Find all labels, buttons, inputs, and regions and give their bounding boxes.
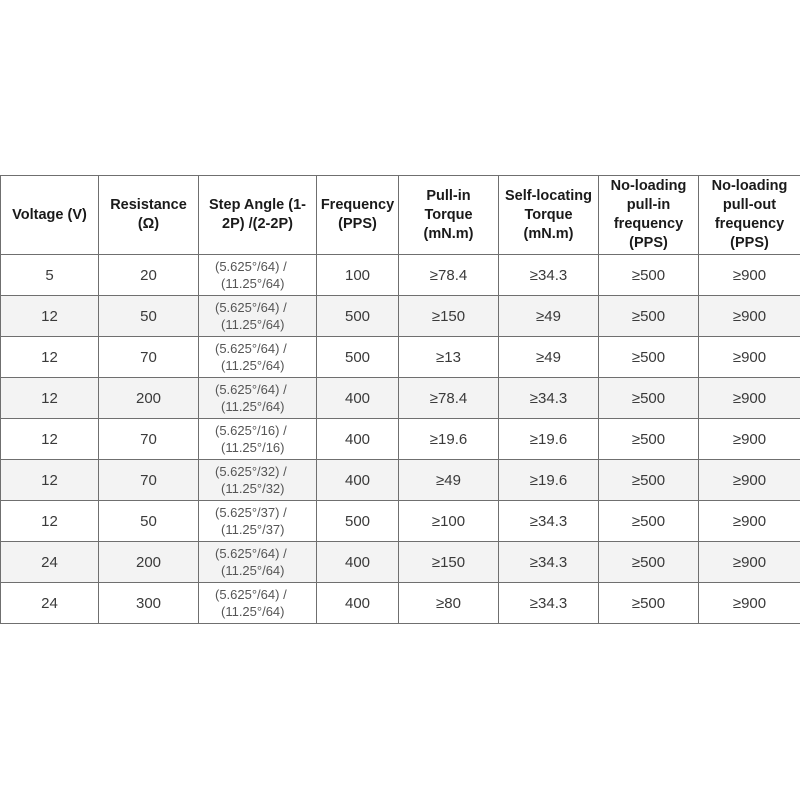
cell-step-angle — [199, 296, 317, 337]
cell-pull-in-frequency: ≥500 — [599, 296, 699, 337]
cell-pull-in-torque: ≥78.4 — [399, 255, 499, 296]
cell-self-locating-torque: ≥49 — [499, 296, 599, 337]
cell-step-angle — [199, 337, 317, 378]
cell-pull-out-frequency: ≥900 — [699, 501, 800, 542]
cell-pull-in-frequency: ≥500 — [599, 542, 699, 583]
cell-resistance: 50 — [99, 296, 199, 337]
header-pull-in-torque: Pull-in Torque (mN.m) — [399, 176, 499, 255]
step-angle-line-1: (5.625°/64) / — [215, 300, 287, 315]
cell-step-angle — [199, 255, 317, 296]
header-resistance: Resistance (Ω) — [99, 176, 199, 255]
step-angle-line-2: (11.25°/64) — [221, 563, 285, 578]
header-no-loading-pull-in-frequency: No-loading pull-in frequency (PPS) — [599, 176, 699, 255]
step-angle-line-2: (11.25°/64) — [221, 358, 285, 373]
cell-pull-out-frequency: ≥900 — [699, 583, 800, 624]
table-body — [1, 255, 800, 624]
cell-step-angle — [199, 378, 317, 419]
cell-pull-in-torque: ≥150 — [399, 542, 499, 583]
cell-pull-in-frequency: ≥500 — [599, 378, 699, 419]
cell-self-locating-torque: ≥49 — [499, 337, 599, 378]
cell-voltage: 12 — [1, 296, 99, 337]
step-angle-line-1: (5.625°/64) / — [215, 546, 287, 561]
cell-resistance: 70 — [99, 460, 199, 501]
header-row — [1, 176, 800, 255]
cell-pull-in-torque: ≥13 — [399, 337, 499, 378]
table-row — [1, 583, 800, 624]
cell-pull-in-frequency: ≥500 — [599, 255, 699, 296]
cell-pull-in-frequency: ≥500 — [599, 337, 699, 378]
table-row — [1, 501, 800, 542]
cell-pull-in-torque: ≥49 — [399, 460, 499, 501]
step-angle-line-1: (5.625°/64) / — [215, 382, 287, 397]
cell-resistance: 20 — [99, 255, 199, 296]
step-angle-line-2: (11.25°/37) — [221, 522, 285, 537]
step-angle-line-1: (5.625°/32) / — [215, 464, 287, 479]
cell-voltage: 12 — [1, 337, 99, 378]
table-row — [1, 255, 800, 296]
step-angle-line-2: (11.25°/64) — [221, 604, 285, 619]
cell-voltage: 24 — [1, 542, 99, 583]
cell-pull-in-frequency: ≥500 — [599, 583, 699, 624]
cell-frequency: 400 — [317, 460, 399, 501]
cell-resistance: 50 — [99, 501, 199, 542]
cell-resistance: 200 — [99, 542, 199, 583]
cell-pull-out-frequency: ≥900 — [699, 255, 800, 296]
table-row — [1, 460, 800, 501]
table-row — [1, 419, 800, 460]
cell-frequency: 400 — [317, 583, 399, 624]
step-angle-line-1: (5.625°/64) / — [215, 341, 287, 356]
cell-voltage: 12 — [1, 378, 99, 419]
header-self-locating-torque: Self-locating Torque (mN.m) — [499, 176, 599, 255]
header-frequency: Frequency (PPS) — [317, 176, 399, 255]
cell-pull-in-torque: ≥150 — [399, 296, 499, 337]
cell-frequency: 100 — [317, 255, 399, 296]
cell-step-angle — [199, 583, 317, 624]
step-angle-line-2: (11.25°/64) — [221, 276, 285, 291]
cell-voltage: 12 — [1, 501, 99, 542]
cell-pull-out-frequency: ≥900 — [699, 542, 800, 583]
step-angle-line-2: (11.25°/16) — [221, 440, 285, 455]
cell-self-locating-torque: ≥34.3 — [499, 255, 599, 296]
cell-step-angle — [199, 501, 317, 542]
cell-resistance: 70 — [99, 337, 199, 378]
cell-pull-out-frequency: ≥900 — [699, 337, 800, 378]
cell-voltage: 24 — [1, 583, 99, 624]
cell-self-locating-torque: ≥34.3 — [499, 583, 599, 624]
motor-spec-table — [0, 175, 800, 624]
step-angle-line-1: (5.625°/64) / — [215, 587, 287, 602]
cell-voltage: 5 — [1, 255, 99, 296]
cell-step-angle — [199, 419, 317, 460]
step-angle-line-1: (5.625°/64) / — [215, 259, 287, 274]
cell-voltage: 12 — [1, 419, 99, 460]
cell-pull-in-frequency: ≥500 — [599, 419, 699, 460]
cell-pull-in-torque: ≥80 — [399, 583, 499, 624]
cell-resistance: 300 — [99, 583, 199, 624]
cell-self-locating-torque: ≥34.3 — [499, 378, 599, 419]
table-row — [1, 542, 800, 583]
cell-pull-out-frequency: ≥900 — [699, 419, 800, 460]
table-row — [1, 378, 800, 419]
cell-self-locating-torque: ≥34.3 — [499, 501, 599, 542]
cell-frequency: 500 — [317, 337, 399, 378]
cell-pull-out-frequency: ≥900 — [699, 460, 800, 501]
step-angle-line-1: (5.625°/37) / — [215, 505, 287, 520]
cell-step-angle — [199, 460, 317, 501]
cell-self-locating-torque: ≥19.6 — [499, 460, 599, 501]
cell-frequency: 400 — [317, 542, 399, 583]
header-voltage: Voltage (V) — [1, 176, 99, 255]
cell-frequency: 400 — [317, 378, 399, 419]
cell-frequency: 500 — [317, 501, 399, 542]
cell-step-angle — [199, 542, 317, 583]
cell-frequency: 400 — [317, 419, 399, 460]
cell-pull-in-frequency: ≥500 — [599, 460, 699, 501]
step-angle-line-2: (11.25°/64) — [221, 317, 285, 332]
header-no-loading-pull-out-frequency: No-loading pull-out frequency (PPS) — [699, 176, 800, 255]
cell-pull-in-torque: ≥100 — [399, 501, 499, 542]
header-step-angle: Step Angle (1-2P) /(2-2P) — [199, 176, 317, 255]
table-header — [1, 176, 800, 255]
table-row — [1, 337, 800, 378]
cell-self-locating-torque: ≥19.6 — [499, 419, 599, 460]
cell-pull-in-torque: ≥78.4 — [399, 378, 499, 419]
cell-pull-in-torque: ≥19.6 — [399, 419, 499, 460]
step-angle-line-2: (11.25°/32) — [221, 481, 285, 496]
cell-voltage: 12 — [1, 460, 99, 501]
cell-resistance: 70 — [99, 419, 199, 460]
cell-pull-in-frequency: ≥500 — [599, 501, 699, 542]
cell-frequency: 500 — [317, 296, 399, 337]
step-angle-line-1: (5.625°/16) / — [215, 423, 287, 438]
cell-pull-out-frequency: ≥900 — [699, 378, 800, 419]
table-row — [1, 296, 800, 337]
cell-pull-out-frequency: ≥900 — [699, 296, 800, 337]
cell-self-locating-torque: ≥34.3 — [499, 542, 599, 583]
step-angle-line-2: (11.25°/64) — [221, 399, 285, 414]
cell-resistance: 200 — [99, 378, 199, 419]
